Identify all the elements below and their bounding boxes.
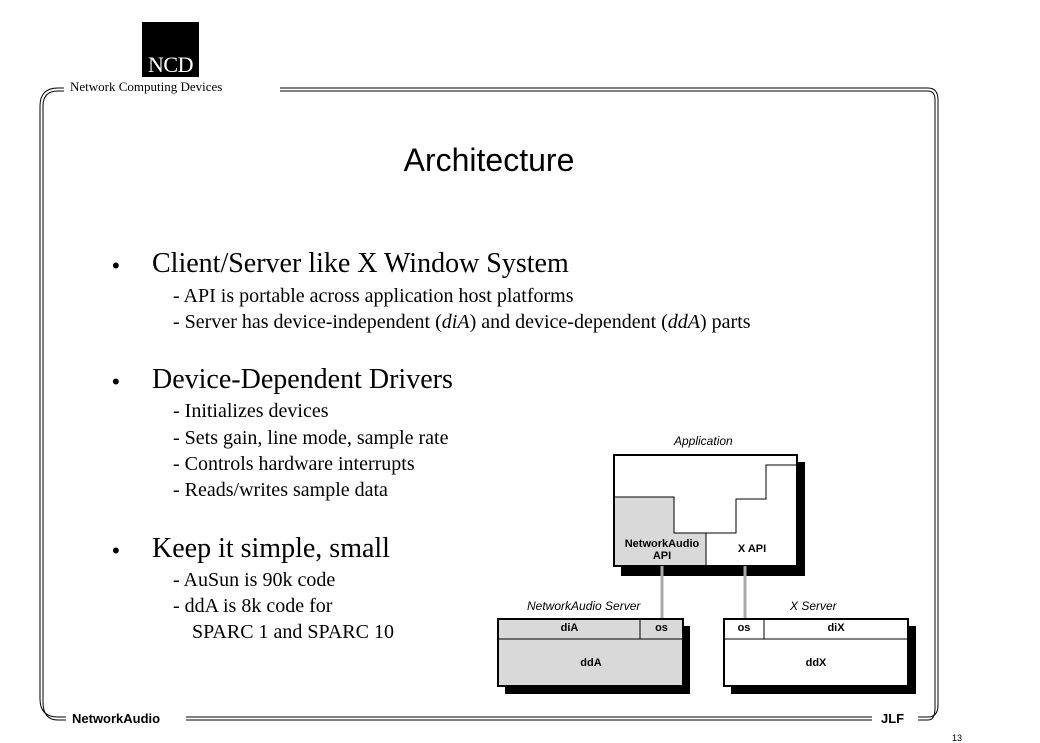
dia-label: diA [560,622,579,634]
footer-right: JLF [881,711,905,726]
bullet-dot: • [112,369,120,394]
os-left-label: os [655,622,668,634]
dix-label: diX [827,622,845,634]
bullet-item: SPARC 1 and SPARC 10 [192,621,394,643]
ddx-label: ddX [805,657,827,669]
networkaudio-api-label: NetworkAudio API [624,538,700,562]
bullet-dot: • [112,538,120,563]
bullet-item: - ddA is 8k code for [173,595,333,617]
slide-title: Architecture [403,142,575,178]
company-name: Network Computing Devices [70,79,223,94]
bullet-heading: Client/Server like X Window System [152,248,569,279]
bullet-item: - Reads/writes sample data [173,479,388,501]
bullet-item: - Controls hardware interrupts [173,453,415,475]
x-server-label: X Server [790,599,837,613]
x-api-label: X API [737,543,767,555]
networkaudio-server-label: NetworkAudio Server [527,599,641,613]
bullet-item: - Sets gain, line mode, sample rate [173,427,449,449]
os-right-label: os [737,622,751,634]
bullet-dot: • [112,253,120,278]
bullet-item: - Server has device-independent (diA) and device-dependent (ddA) parts [173,311,751,333]
ncd-logo-text: NCD [148,52,193,77]
application-label: Application [674,434,733,448]
bullet-item: - Initializes devices [173,400,329,422]
bullet-heading: Keep it simple, small [152,533,390,564]
page-number: 13 [952,733,963,743]
dda-label: ddA [580,657,602,669]
bullet-item: - AuSun is 90k code [173,569,336,591]
bullet-item: - API is portable across application host platforms [173,285,574,307]
footer-left: NetworkAudio [72,711,161,726]
bullet-heading: Device-Dependent Drivers [152,364,453,395]
